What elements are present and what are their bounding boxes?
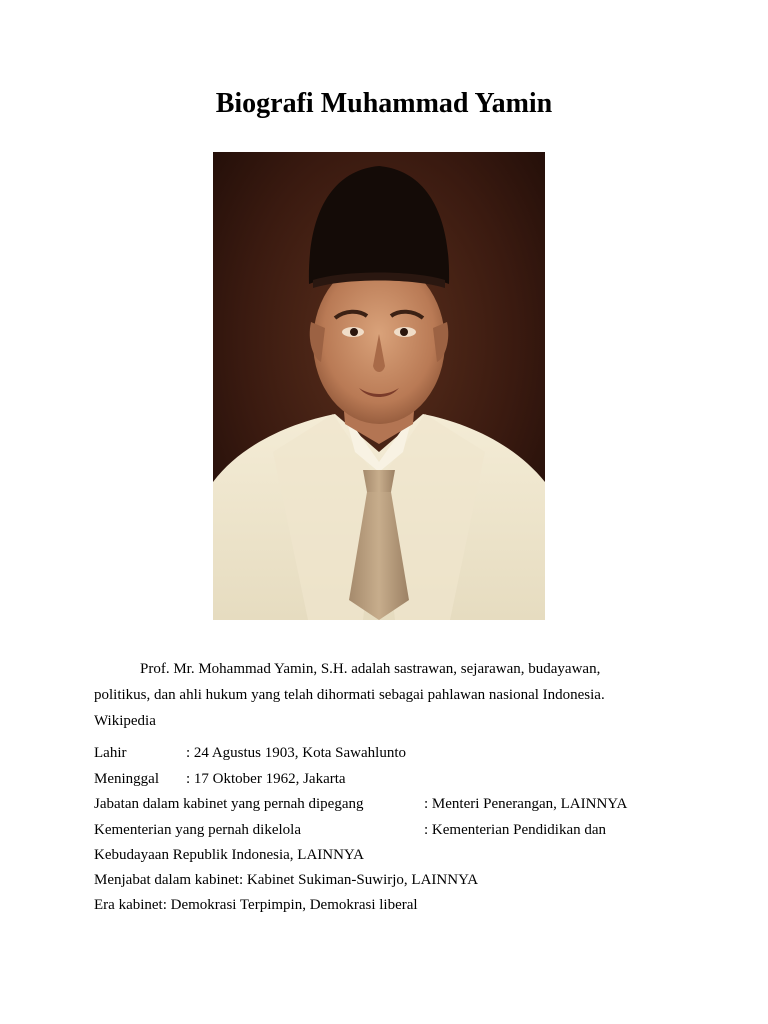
- positions-value: : Menteri Penerangan, LAINNYA: [424, 796, 628, 812]
- positions-row: [94, 794, 627, 814]
- positions-label: Jabatan dalam kabinet yang pernah dipegang: [94, 796, 364, 812]
- intro-text: Prof. Mr. Mohammad Yamin, S.H. adalah sastrawan, sejarawan, budayawan, politikus, dan ahli hukum yang telah dihormati sebagai pahlawan nasional Indonesia.: [94, 661, 605, 703]
- born-row: [94, 743, 406, 763]
- died-row: [94, 769, 346, 789]
- born-value: : 24 Agustus 1903, Kota Sawahlunto: [186, 745, 406, 761]
- intro-source: Wikipedia: [94, 713, 156, 729]
- page-title: Biografi Muhammad Yamin: [215, 88, 553, 119]
- ministries-value: : Kementerian Pendidikan dan: [424, 822, 607, 838]
- ministries-label: Kementerian yang pernah dikelola: [94, 822, 301, 838]
- intro-paragraph: [94, 656, 654, 734]
- cabinet-row: Menjabat dalam kabinet: Kabinet Sukiman-Suwirjo, LAINNYA: [94, 872, 479, 888]
- era-row: Era kabinet: Demokrasi Terpimpin, Demokrasi liberal: [94, 897, 418, 913]
- portrait-image: [213, 152, 545, 620]
- died-value: : 17 Oktober 1962, Jakarta: [186, 771, 346, 787]
- ministries-row: [94, 820, 606, 840]
- ministries-continued: Kebudayaan Republik Indonesia, LAINNYA: [94, 847, 364, 863]
- died-label: Meninggal: [94, 771, 159, 787]
- born-label: Lahir: [94, 745, 127, 761]
